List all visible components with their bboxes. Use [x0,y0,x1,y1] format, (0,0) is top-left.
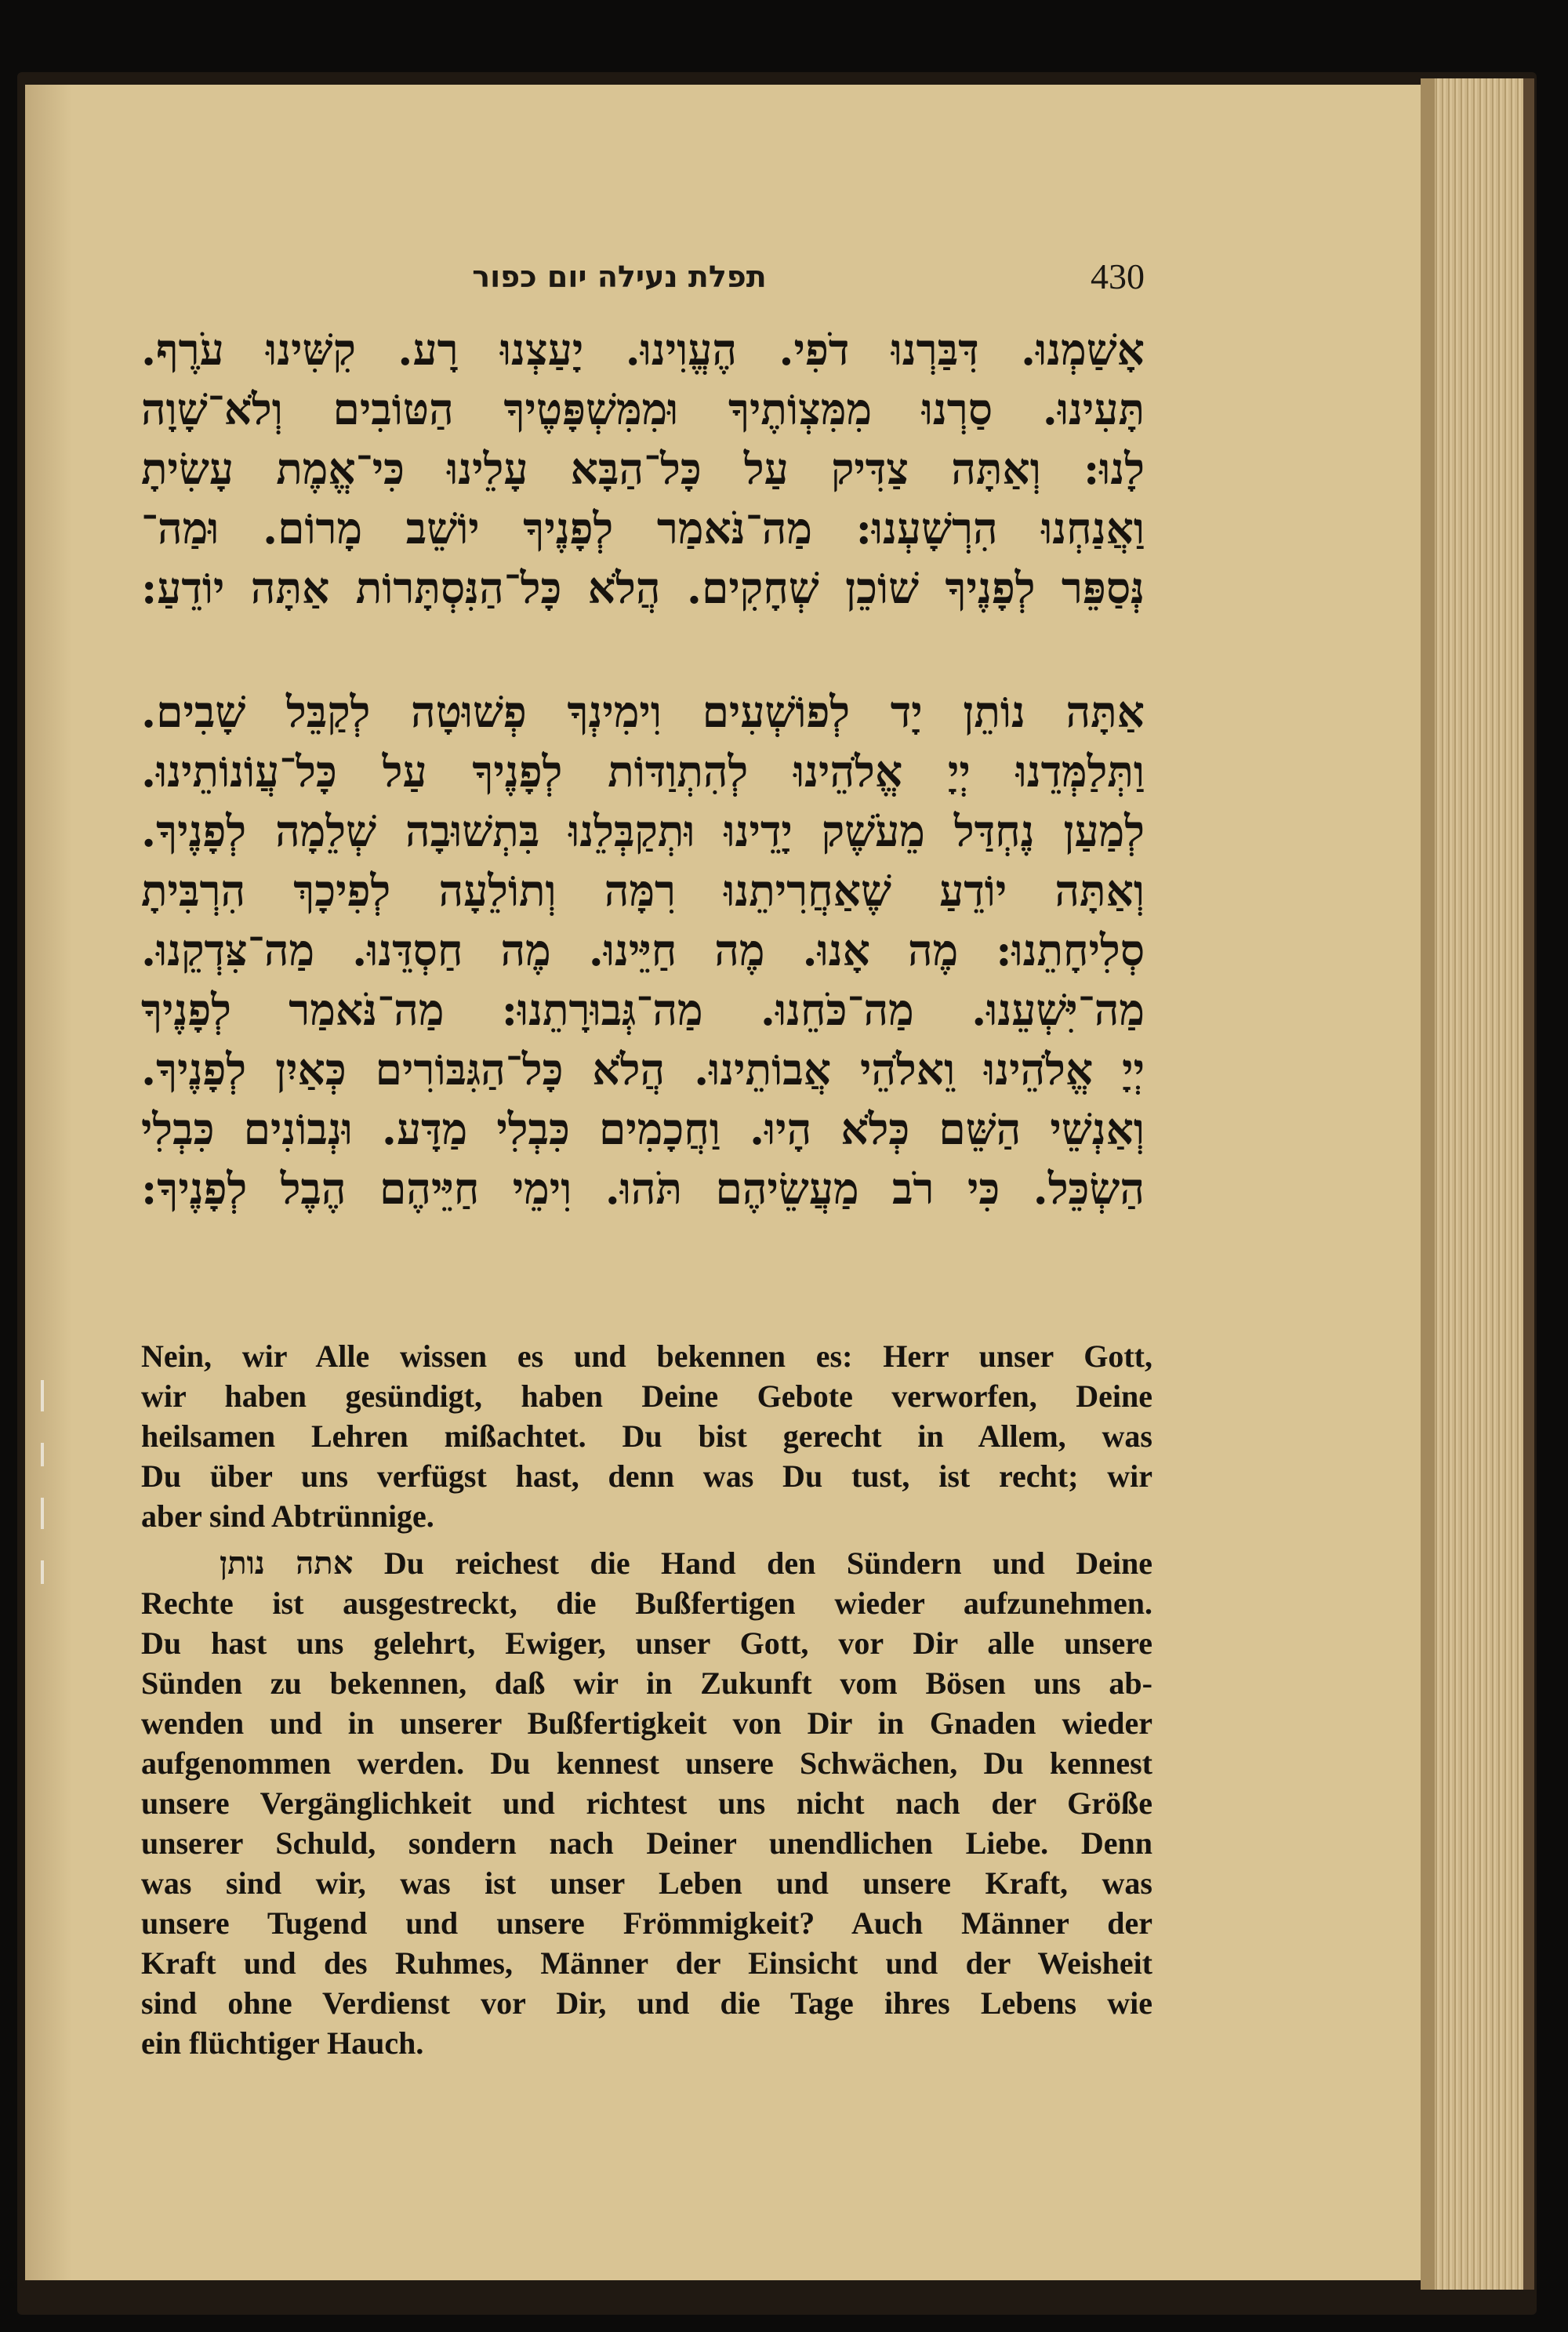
hebrew-line: תָּעִינוּ. סַרְנוּ מִמִּצְוֹתֶיךָ וּמִמִּשְׁפָּטֶיךָ הַטּוֹבִים וְלֹא־שָׁוָה [141,383,1145,434]
german-line: ein flüchtiger Hauch. [141,2025,424,2061]
margin-mark [41,1560,44,1584]
page-number: 430 [1091,256,1145,296]
hebrew-line: לְמַעַן נֶחְדַּל מֵעֹשֶׁק יָדֵינוּ וּתְקַבְּלֵנוּ בִּתְשׁוּבָה שְׁלֵמָה לְפָנֶיךָ. [141,805,1145,856]
hebrew-line: סְלִיחָתֵנוּ: מֶה אָנוּ. מֶה חַיֵּינוּ. מֶה חַסְדֵּנוּ. מַה־צִּדְקֵנוּ. [141,924,1145,975]
hebrew-line: וְאַנְשֵׁי הַשֵּׁם כְּלֹא הָיוּ. וַחֲכָמִים כִּבְלִי מַדָּע. וּנְבוֹנִים כִּבְלִי [141,1103,1145,1154]
page-header [439,249,1145,304]
margin-marks [25,1380,64,1615]
hebrew-paragraph-2 [141,682,1145,1219]
german-line: unsere Tugend und unsere Frömmigkeit? Auch Männer der [141,1905,1152,1941]
hebrew-line: וְאַתָּה יוֹדֵעַ שֶׁאַחֲרִיתֵנוּ רִמָּה וְתוֹלֵעָה לְפִיכָךְ הִרְבִּיתָ [141,865,1145,916]
german-line: unsere Vergänglichkeit und richtest uns nicht nach der Größe [141,1785,1152,1821]
german-paragraph-2 [141,1543,1152,2063]
hebrew-line: אַתָּה נוֹתֵן יָד לְפוֹשְׁעִים וִימִינְךָ פְשׁוּטָה לְקַבֵּל שָׁבִים. [141,686,1145,737]
german-line: aber sind Abtrünnige. [141,1498,434,1534]
hebrew-line: וַאֲנַחְנוּ הִרְשָׁעְנוּ: מַה־נֹּאמַר לְפָנֶיךָ יוֹשֵׁב מָרוֹם. וּמַה־ [141,503,1145,554]
german-line: Kraft und des Ruhmes, Männer der Einsicht und der Weisheit [141,1945,1152,1981]
german-line: was sind wir, was ist unser Leben und unsere Kraft, was [141,1865,1152,1901]
german-paragraph-1 [141,1336,1152,1536]
hebrew-line: הַשְׂכֵּל. כִּי רֹב מַעֲשֵׂיהֶם תֹּהוּ. וִימֵי חַיֵּיהֶם הֶבֶל לְפָנֶיךָ: [141,1163,1145,1214]
hebrew-line: יְיָ אֱלֹהֵינוּ וֵאלֹהֵי אֲבוֹתֵינוּ. הֲלֹא כָּל־הַגִּבּוֹרִים כְּאַיִן לְפָנֶיךָ. [141,1044,1145,1095]
german-line: wenden und in unserer Bußfertigkeit von Dir in Gnaden wieder [141,1705,1152,1741]
running-title: תפלת נעילה יום כפור [472,260,767,294]
hebrew-line: וַתְּלַמְּדֵנוּ יְיָ אֱלֹהֵינוּ לְהִתְוַדּוֹת לְפָנֶיךָ עַל כָּל־עֲוֹנוֹתֵינוּ. [141,746,1145,797]
german-line: Rechte ist ausgestreckt, die Bußfertigen wieder aufzunehmen. [141,1586,1152,1621]
german-line: Nein, wir Alle wissen es und bekennen es: Herr unser Gott, [141,1339,1152,1374]
hebrew-line: נְּסַפֵּר לְפָנֶיךָ שׁוֹכֵן שְׁחָקִים. הֲלֹא כָּל־הַנִּסְתָּרוֹת אַתָּה יוֹדֵעַ: [141,562,1145,613]
hebrew-paragraph-1 [141,320,1145,618]
hebrew-line: לָנוּ: וְאַתָּה צַדִּיק עַל כָּל־הַבָּא עָלֵינוּ כִּי־אֱמֶת עָשִׂיתָ [141,443,1145,494]
german-line: Sünden zu bekennen, daß wir in Zukunft vom Bösen uns ab- [141,1665,1152,1701]
margin-mark [41,1380,44,1411]
page-edges [1421,78,1534,2290]
hebrew-line: מַה־יִּשְׁעֵנוּ. מַה־כֹּחֵנוּ. מַה־גְּבוּרָתֵנוּ: מַה־נֹּאמַר לְפָנֶיךָ [141,984,1145,1035]
hebrew-line: אָשַׁמְנוּ. דִּבַּרְנוּ דֹפִי. הֶעֱוִינוּ. יָעַצְנוּ רָע. קִשִּׁינוּ עֹרֶף. [141,324,1145,375]
german-line: Du hast uns gelehrt, Ewiger, unser Gott, vor Dir alle unsere [141,1625,1152,1661]
german-line: aufgenommen werden. Du kennest unsere Schwächen, Du kennest [141,1745,1152,1781]
margin-mark [41,1498,44,1529]
german-line: wir haben gesündigt, haben Deine Gebote verworfen, Deine [141,1378,1152,1414]
german-line: sind ohne Verdienst vor Dir, und die Tage ihres Lebens wie [141,1985,1152,2021]
german-line: heilsamen Lehren mißachtet. Du bist gerecht in Allem, was [141,1418,1152,1454]
german-line: אתה נותן Du reichest die Hand den Sündern und Deine [220,1546,1152,1581]
german-line: unserer Schuld, sondern nach Deiner unendlichen Liebe. Denn [141,1825,1152,1861]
margin-mark [41,1443,44,1466]
german-line: Du über uns verfügst hast, denn was Du tust, ist recht; wir [141,1458,1152,1494]
